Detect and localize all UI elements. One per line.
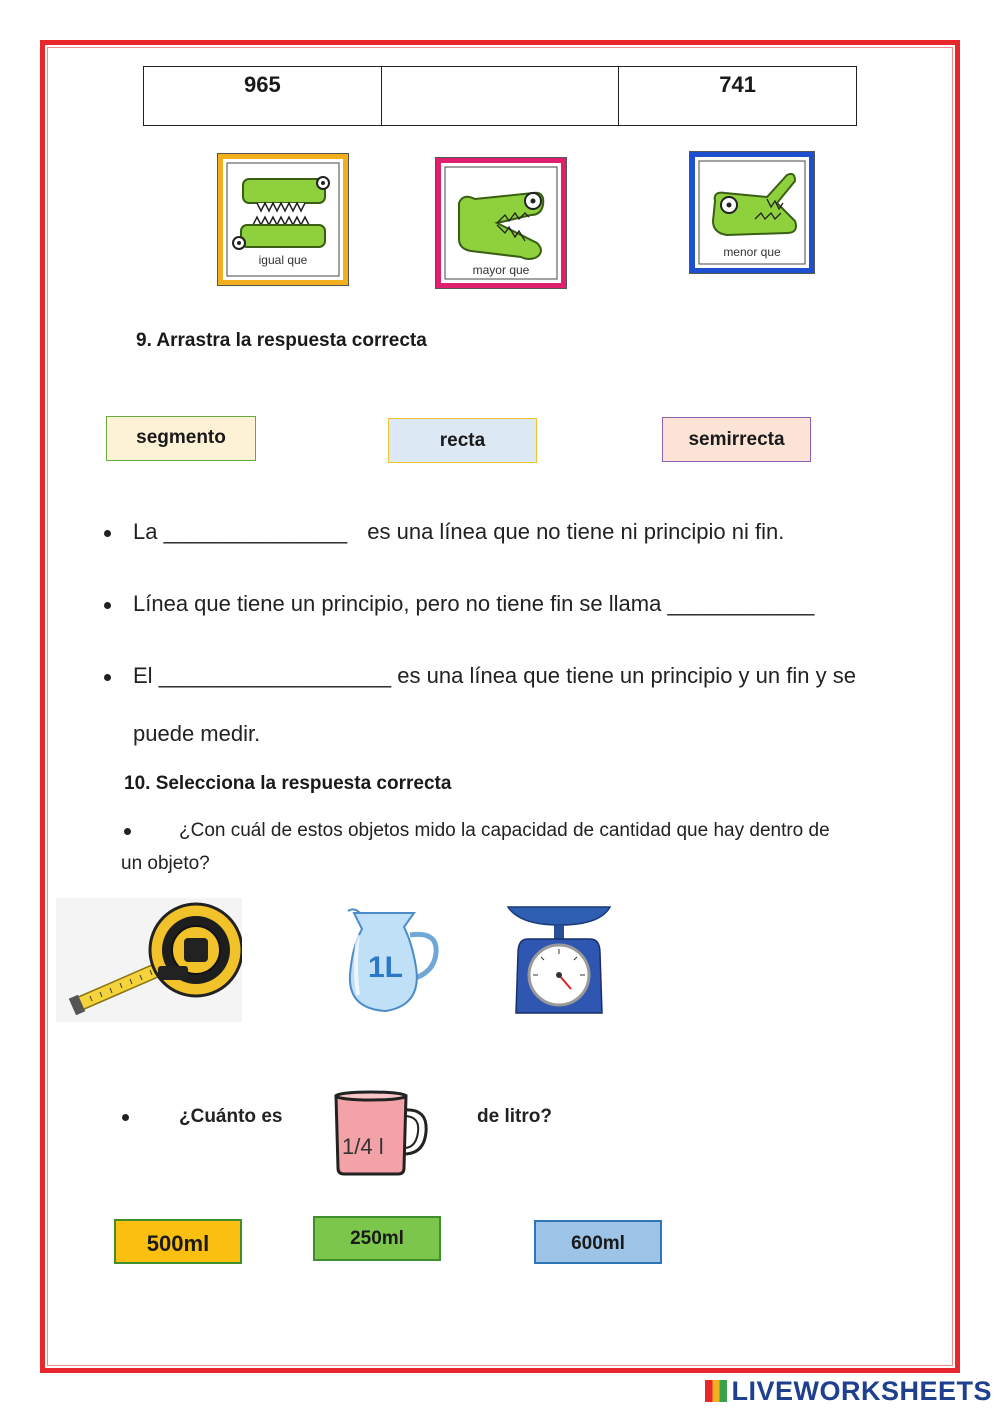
answer-250ml[interactable]: 250ml bbox=[313, 1216, 441, 1261]
left-number-cell: 965 bbox=[144, 67, 382, 126]
sentence-2-before: Línea que tiene un principio, pero no tiene fin se llama bbox=[133, 591, 662, 616]
option-semirrecta[interactable]: semirrecta bbox=[662, 417, 811, 462]
jug-label: 1L bbox=[368, 951, 404, 984]
tape-measure-option[interactable] bbox=[56, 898, 242, 1022]
question-9-heading: 9. Arrastra la respuesta correcta bbox=[136, 330, 427, 351]
option-recta[interactable]: recta bbox=[388, 418, 537, 463]
sentence-3-before: El bbox=[133, 663, 153, 688]
quarter-litre-cup bbox=[332, 1088, 430, 1178]
bullet-dot bbox=[104, 602, 111, 609]
sentence-1-after: es una línea que no tiene ni principio ni fin. bbox=[367, 519, 785, 544]
kitchen-scale-icon bbox=[506, 903, 612, 1019]
jug-option[interactable] bbox=[340, 905, 440, 1017]
symbol-caption-less: menor que bbox=[723, 245, 781, 259]
sentence-3-after: es una línea que tiene un principio y un fin y se bbox=[397, 663, 856, 688]
capacity-question-line-1: ¿Con cuál de estos objetos mido la capacidad de cantidad que hay dentro de bbox=[179, 820, 830, 841]
capacity-question-line-2: un objeto? bbox=[121, 853, 210, 874]
scale-option[interactable] bbox=[506, 903, 612, 1019]
cup-question-before: ¿Cuánto es bbox=[179, 1106, 283, 1127]
answer-500ml[interactable]: 500ml bbox=[114, 1219, 242, 1264]
symbol-card-less[interactable] bbox=[690, 152, 814, 273]
symbol-card-equal[interactable] bbox=[218, 154, 348, 285]
option-segmento[interactable]: segmento bbox=[106, 416, 256, 461]
sentence-3-continuation: puede medir. bbox=[133, 721, 261, 746]
bullet-dot bbox=[104, 674, 111, 681]
right-number-cell: 741 bbox=[619, 67, 857, 126]
sentence-3-blank[interactable]: ___________________ bbox=[158, 663, 392, 688]
sentence-2-blank[interactable]: ____________ bbox=[667, 591, 815, 616]
sentence-3 bbox=[133, 663, 856, 689]
bullet-dot bbox=[122, 1114, 129, 1121]
sentence-1-before: La bbox=[133, 519, 158, 544]
logo-mark-icon bbox=[705, 1380, 727, 1402]
answer-600ml[interactable]: 600ml bbox=[534, 1220, 662, 1264]
sentence-1 bbox=[133, 519, 784, 545]
bullet-dot bbox=[104, 530, 111, 537]
comparison-table bbox=[143, 66, 857, 126]
comparison-drop-slot[interactable] bbox=[381, 67, 619, 126]
cup-icon bbox=[332, 1088, 430, 1178]
tape-measure-icon bbox=[56, 898, 242, 1022]
bullet-dot bbox=[124, 828, 131, 835]
symbol-card-greater[interactable] bbox=[436, 158, 566, 288]
liveworksheets-logo bbox=[705, 1376, 992, 1407]
cup-label: 1/4 l bbox=[342, 1134, 384, 1159]
symbol-caption-greater: mayor que bbox=[472, 263, 530, 277]
sentence-2 bbox=[133, 591, 814, 617]
sentence-1-blank[interactable]: _______________ bbox=[163, 519, 348, 544]
question-10-heading: 10. Selecciona la respuesta correcta bbox=[124, 773, 452, 794]
symbol-caption-equal: igual que bbox=[258, 253, 308, 267]
brand-text: LIVEWORKSHEETS bbox=[731, 1376, 992, 1406]
cup-question-after: de litro? bbox=[477, 1106, 552, 1127]
